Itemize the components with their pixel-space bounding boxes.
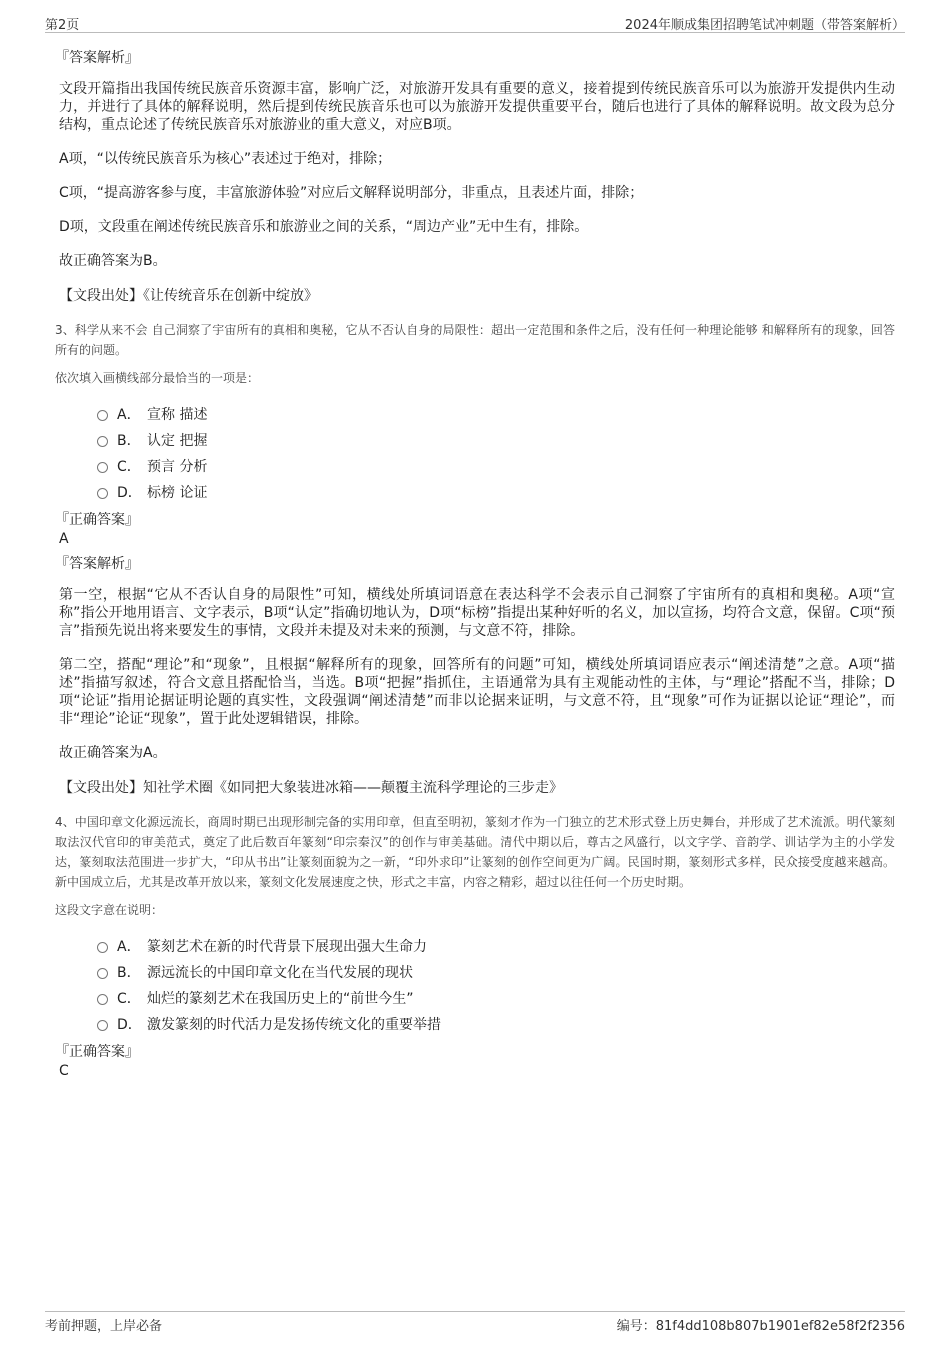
analysis-paragraph: 第二空，搭配“理论”和“现象”，且根据“解释所有的现象，回答所有的问题”可知，横线处所填词语应表示“阐述清楚”之意。A项“描述”指描写叙述，符合文意且搭配恰当，当选。B项“把握”指抓住，主语通常为具有主观能动性的主体，与“理论”搭配不当，排除；D项“论证”指用论据证明论题的真实性，文段强调“阐述清楚”而非以论据来证明，与文意不符，且“现象”可作为证据以论证“理论”，而非“理论”论证“现象”，置于此处逻辑错误，排除。 xyxy=(59,657,895,727)
radio-button-icon[interactable] xyxy=(97,436,108,447)
analysis-label: 『答案解析』 xyxy=(55,50,139,66)
option-d[interactable] xyxy=(97,480,895,506)
page-footer xyxy=(45,1311,905,1335)
footer-slogan: 考前押题，上岸必备 xyxy=(45,1319,163,1334)
correct-answer-label: 『正确答案』 xyxy=(55,1044,139,1060)
document-title: 2024年顺成集团招聘笔试冲刺题（带答案解析） xyxy=(624,18,905,33)
option-text: 篆刻艺术在新的时代背景下展现出强大生命力 xyxy=(147,939,427,955)
option-text: 源远流长的中国印章文化在当代发展的现状 xyxy=(147,965,413,981)
radio-button-icon[interactable] xyxy=(97,462,108,473)
source-line xyxy=(59,286,895,306)
analysis-paragraph: 故正确答案为A。 xyxy=(59,745,167,761)
analysis-paragraph: 故正确答案为B。 xyxy=(59,253,167,269)
option-c[interactable] xyxy=(97,986,895,1012)
option-text: 灿烂的篆刻艺术在我国历史上的“前世今生” xyxy=(147,991,414,1007)
option-letter: D． xyxy=(117,1017,142,1033)
document-id: 编号：81f4dd108b807b1901ef82e58f2f2356 xyxy=(616,1319,905,1334)
radio-button-icon[interactable] xyxy=(97,994,108,1005)
option-letter: C． xyxy=(117,459,141,475)
correct-answer-value: C xyxy=(59,1063,69,1079)
option-a[interactable] xyxy=(97,934,895,960)
question-3-prompt: 依次填入画横线部分最恰当的一项是： xyxy=(55,371,260,385)
page-header xyxy=(45,14,905,33)
option-text: 宣称 描述 xyxy=(147,407,208,423)
source-label: 【文段出处】 xyxy=(59,288,143,304)
question-4-options xyxy=(97,934,895,1038)
analysis-paragraph: 文段开篇指出我国传统民族音乐资源丰富，影响广泛，对旅游开发具有重要的意义，接着提到传统民族音乐可以为旅游开发提供内生动力，并进行了具体的解释说明，然后提到传统民族音乐也可以为旅游开发提供重要平台，随后也进行了具体的解释说明。故文段为总分结构，重点论述了传统民族音乐对旅游业的重大意义，对应B项。 xyxy=(59,81,895,133)
correct-answer-label: 『正确答案』 xyxy=(55,512,139,528)
source-title: 知社学术圈《如同把大象装进冰箱——颠覆主流科学理论的三步走》 xyxy=(143,780,563,796)
option-text: 激发篆刻的时代活力是发扬传统文化的重要举措 xyxy=(147,1017,441,1033)
source-line xyxy=(59,778,895,798)
option-letter: D． xyxy=(117,485,142,501)
option-letter: B． xyxy=(117,965,141,981)
radio-button-icon[interactable] xyxy=(97,1020,108,1031)
question-3-text: 3、科学从来不会 自己洞察了宇宙所有的真相和奥秘，它从不否认自身的局限性：超出一定范围和条件之后，没有任何一种理论能够 和解释所有的现象，回答所有的问题。 xyxy=(55,323,895,357)
analysis-paragraph: 第一空，根据“它从不否认自身的局限性”可知，横线处所填词语意在表达科学不会表示自己洞察了宇宙所有的真相和奥秘。A项“宣称”指公开地用语言、文字表示，B项“认定”指确切地认为，D项“标榜”指提出某种好听的名义，加以宣扬，均符合文意，保留。C项“预言”指预先说出将来要发生的事情，文段并未提及对未来的预测，与文意不符，排除。 xyxy=(59,587,895,639)
page-number: 第2页 xyxy=(45,18,80,33)
source-label: 【文段出处】 xyxy=(59,780,143,796)
option-letter: A． xyxy=(117,407,141,423)
option-text: 认定 把握 xyxy=(147,433,208,449)
radio-button-icon[interactable] xyxy=(97,488,108,499)
option-letter: B． xyxy=(117,433,141,449)
radio-button-icon[interactable] xyxy=(97,942,108,953)
option-d[interactable] xyxy=(97,1012,895,1038)
option-text: 预言 分析 xyxy=(147,459,208,475)
question-4-prompt: 这段文字意在说明： xyxy=(55,903,164,917)
correct-answer-value: A xyxy=(59,531,69,547)
radio-button-icon[interactable] xyxy=(97,968,108,979)
analysis-paragraph: A项，“以传统民族音乐为核心”表述过于绝对，排除； xyxy=(59,151,392,167)
option-b[interactable] xyxy=(97,960,895,986)
source-title: 《让传统音乐在创新中绽放》 xyxy=(143,288,318,304)
option-a[interactable] xyxy=(97,402,895,428)
option-letter: C． xyxy=(117,991,141,1007)
analysis-paragraph: D项，文段重在阐述传统民族音乐和旅游业之间的关系，“周边产业”无中生有，排除。 xyxy=(59,219,589,235)
option-b[interactable] xyxy=(97,428,895,454)
radio-button-icon[interactable] xyxy=(97,410,108,421)
document-body xyxy=(55,40,895,1086)
option-c[interactable] xyxy=(97,454,895,480)
analysis-paragraph: C项，“提高游客参与度，丰富旅游体验”对应后文解释说明部分，非重点，且表述片面，排除； xyxy=(59,185,644,201)
question-4-text: 4、中国印章文化源远流长，商周时期已出现形制完备的实用印章，但直至明初，篆刻才作为一门独立的艺术形式登上历史舞台，并形成了艺术流派。明代篆刻取法汉代官印的审美范式，奠定了此后数百年篆刻“印宗秦汉”的创作与审美基础。清代中期以后，尊古之风盛行，以文字学、音韵学、训诂学为主的小学发达，篆刻取法范围进一步扩大，“印从书出”让篆刻面貌为之一新，“印外求印”让篆刻的创作空间更为广阔。民国时期，篆刻形式多样，民众接受度越来越高。新中国成立后，尤其是改革开放以来，篆刻文化发展速度之快，形式之丰富，内容之精彩，超过以往任何一个历史时期。 xyxy=(55,815,895,889)
option-letter: A． xyxy=(117,939,141,955)
question-3-options xyxy=(97,402,895,506)
analysis-label: 『答案解析』 xyxy=(55,556,139,572)
option-text: 标榜 论证 xyxy=(147,485,208,501)
